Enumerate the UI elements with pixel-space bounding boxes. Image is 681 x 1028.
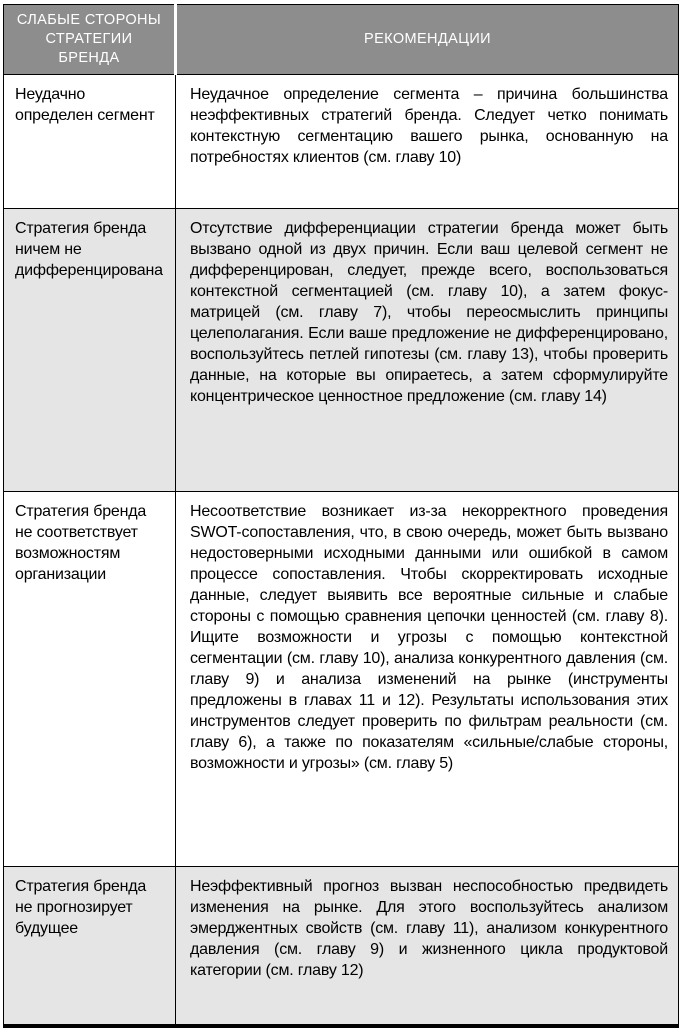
cell-weakness: Стратегия бренда не соответствует возможностям организации: [4, 492, 176, 867]
table-row: [4, 209, 679, 492]
cell-recommendation: Отсутствие дифференциации стратегии бренда может быть вызвано одной из двух причин. Если ваш целевой сегмент не дифференцирован, следует, прежде всего, воспользоваться контекстной сегментацией (см. главу 10), а затем фокус-матрицей (см. главу 7), чтобы переосмыслить принципы целеполагания. Если ваше предложение не дифференцировано, воспользуйтесь петлей гипотезы (см. главу 13), чтобы проверить данные, на которые вы опираетесь, а затем сформулируйте концентрическое ценностное предложение (см. главу 14): [176, 209, 679, 492]
table-row: [4, 492, 679, 867]
cell-recommendation: Несоответствие возникает из-за некорректного проведения SWOT-сопоставления, что, в свою очередь, может быть вызвано недостоверными исходными данными или ошибкой в самом процессе сопоставления. Чтобы скорректировать исходные данные, следует выявить все вероятные сильные и слабые стороны с помощью сравнения цепочки ценностей (см. главу 8). Ищите возможности и угрозы с помощью контекстной сегментации (см. главу 10), анализа конкурентного давления (см. главу 9) и анализа изменений на рынке (инструменты предложены в главах 11 и 12). Результаты использования этих инструментов следует проверить по фильтрам реальности (см. главу 6), а также по показателям «сильные/слабые стороны, возможности и угрозы» (см. главу 5): [176, 492, 679, 867]
header-cell-weaknesses: СЛАБЫЕ СТОРОНЫ СТРАТЕГИИ БРЕНДА: [4, 5, 176, 75]
cell-recommendation: Неудачное определение сегмента – причина большинства неэффективных стратегий бренда. Следует четко понимать контекстную сегментацию вашего рынка, основанную на потребностях клиентов (см. главу 10): [176, 75, 679, 209]
cell-weakness: Стратегия бренда не прогнозирует будущее: [4, 867, 176, 1027]
table-row: [4, 75, 679, 209]
cell-weakness: Неудачно определен сегмент: [4, 75, 176, 209]
header-row: [4, 5, 679, 75]
cell-weakness: Стратегия бренда ничем не дифференцирована: [4, 209, 176, 492]
table-row: [4, 867, 679, 1027]
cell-recommendation: Неэффективный прогноз вызван неспособностью предвидеть изменения на рынке. Для этого воспользуйтесь анализом эмерджентных свойств (см. главу 11), анализом конкурентного давления (см. главу 9) и жизненного цикла продуктовой категории (см. главу 12): [176, 867, 679, 1027]
header-cell-recommendations: РЕКОМЕНДАЦИИ: [176, 5, 679, 75]
weaknesses-recommendations-table: [3, 4, 679, 1028]
